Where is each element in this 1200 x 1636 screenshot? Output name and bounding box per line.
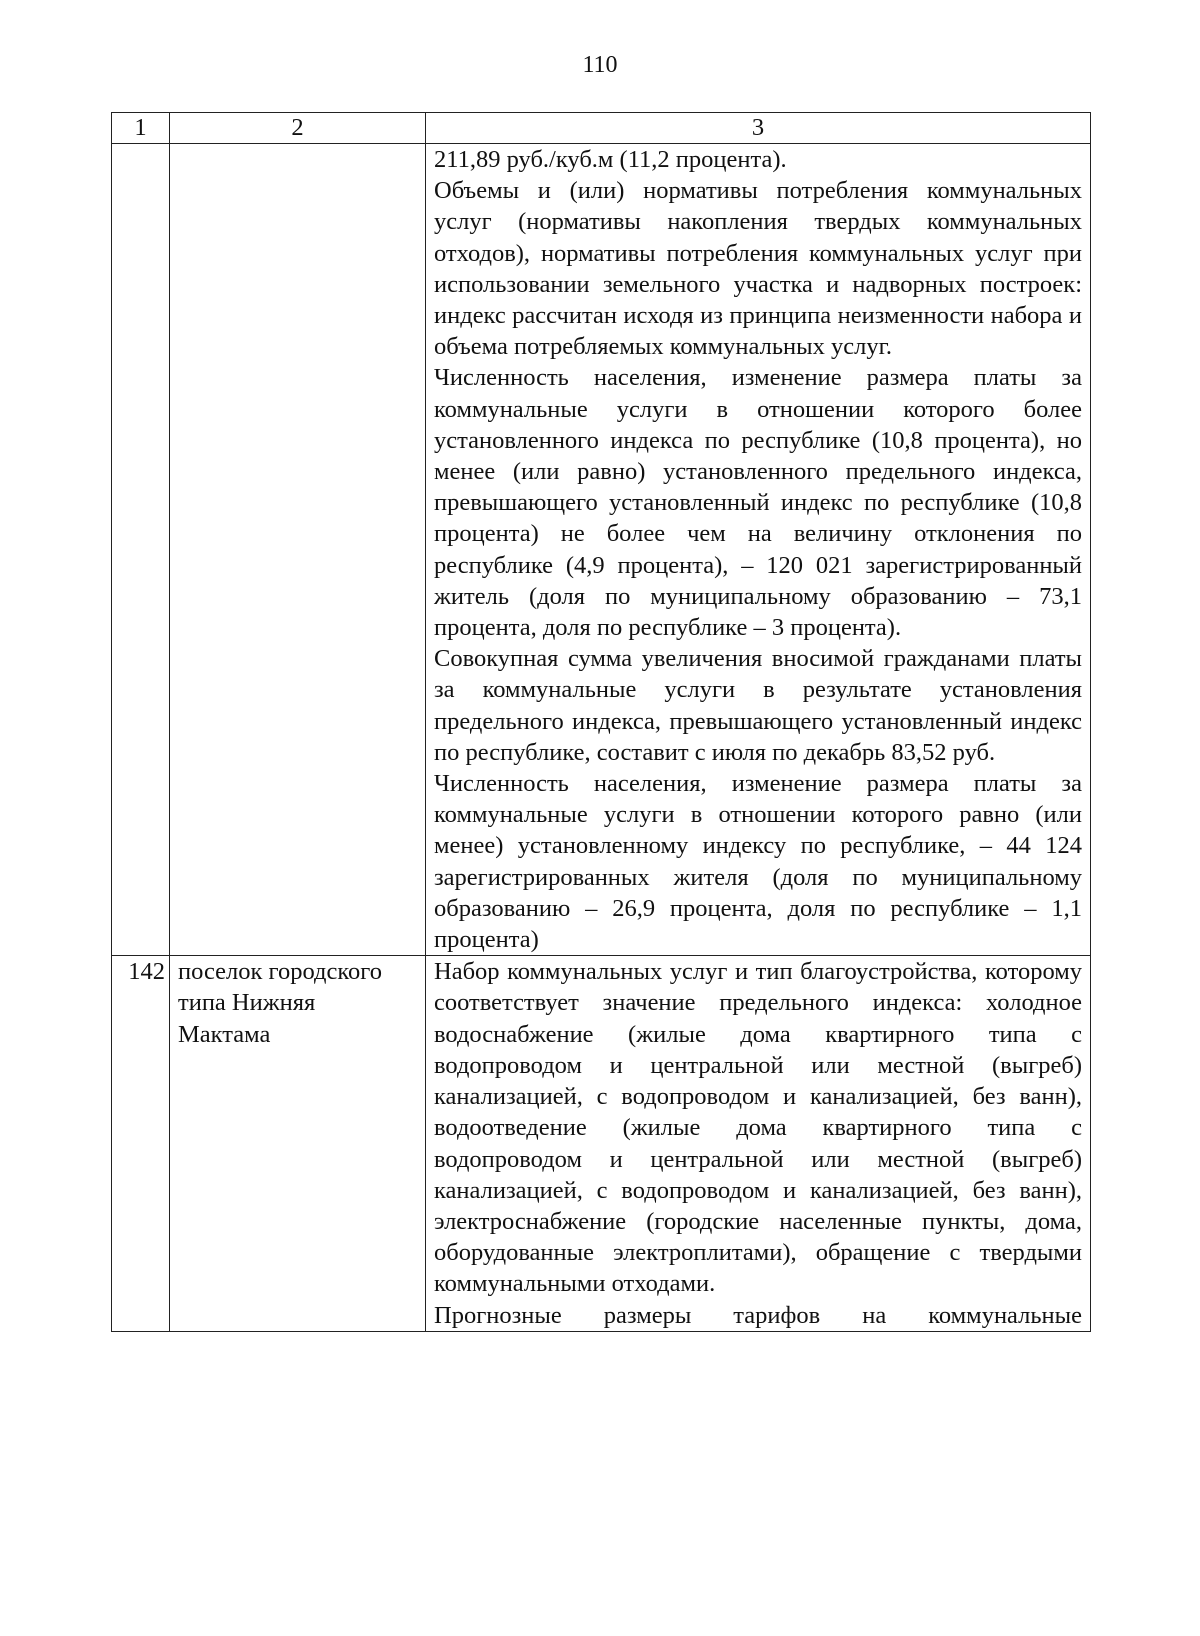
table-row-continuation	[112, 144, 1091, 956]
paragraph: Численность населения, изменение размера платы за коммунальные услуги в отношении которого более установленного индекса по республике (10,8 процента), но менее (или равно) установленного предельного индекса, превышающего установленный индекс по республике (10,8 процента) не более чем на величину отклонения по республике (4,9 процента), – 120 021 зарегистрированный житель (доля по муниципальному образованию – 73,1 процента, доля по республике – 3 процента).	[434, 364, 1082, 642]
settlement-name-cell	[170, 956, 426, 1331]
paragraph: Совокупная сумма увеличения вносимой гражданами платы за коммунальные услуги в результате установления предельного индекса, превышающего установленный индекс по республике, составит с июля по декабрь 83,52 руб.	[434, 645, 1082, 766]
document-table	[111, 112, 1091, 1332]
paragraph: Объемы и (или) нормативы потребления коммунальных услуг (нормативы накопления твердых коммунальных отходов), нормативы потребления коммунальных услуг при использовании земельного участка и надворных построек: индекс рассчитан исходя из принципа неизменности набора и объема потребляемых коммунальных услуг.	[434, 177, 1082, 361]
description-cell	[426, 956, 1091, 1331]
settlement-name-line: типа Нижняя	[178, 989, 316, 1017]
table-row	[112, 956, 1091, 1331]
settlement-name-cell	[170, 144, 426, 956]
paragraph: Набор коммунальных услуг и тип благоустройства, которому соответствует значение предельного индекса: холодное водоснабжение (жилые дома квартирного типа с водопроводом и центральной или местной (выгреб) канализацией, с водопроводом и канализацией, без ванн), водоотведение (жилые дома квартирного типа с водопроводом и центральной или местной (выгреб) канализацией, с водопроводом и канализацией, без ванн), электроснабжение (городские населенные пункты, дома, оборудованные электроплитами), обращение с твердыми коммунальными отходами.	[434, 958, 1082, 1298]
header-col-1: 1	[112, 113, 170, 144]
settlement-name-line: поселок городского	[178, 958, 382, 986]
paragraph: Численность населения, изменение размера платы за коммунальные услуги в отношении которого равно (или менее) установленному индексу по республике, – 44 124 зарегистрированных жителя (доля по муниципальному образованию – 26,9 процента, доля по республике – 1,1 процента)	[434, 770, 1082, 954]
header-col-2: 2	[170, 113, 426, 144]
description-cell	[426, 144, 1091, 956]
header-col-3: 3	[426, 113, 1091, 144]
page-number: 110	[582, 52, 618, 78]
row-number-cell	[112, 144, 170, 956]
row-number-cell: 142	[112, 956, 170, 1331]
paragraph: Прогнозные размеры тарифов на коммунальные	[434, 1301, 1082, 1329]
table-header-row	[112, 113, 1091, 144]
paragraph: 211,89 руб./куб.м (11,2 процента).	[434, 146, 787, 173]
settlement-name-line: Мактама	[178, 1020, 271, 1048]
